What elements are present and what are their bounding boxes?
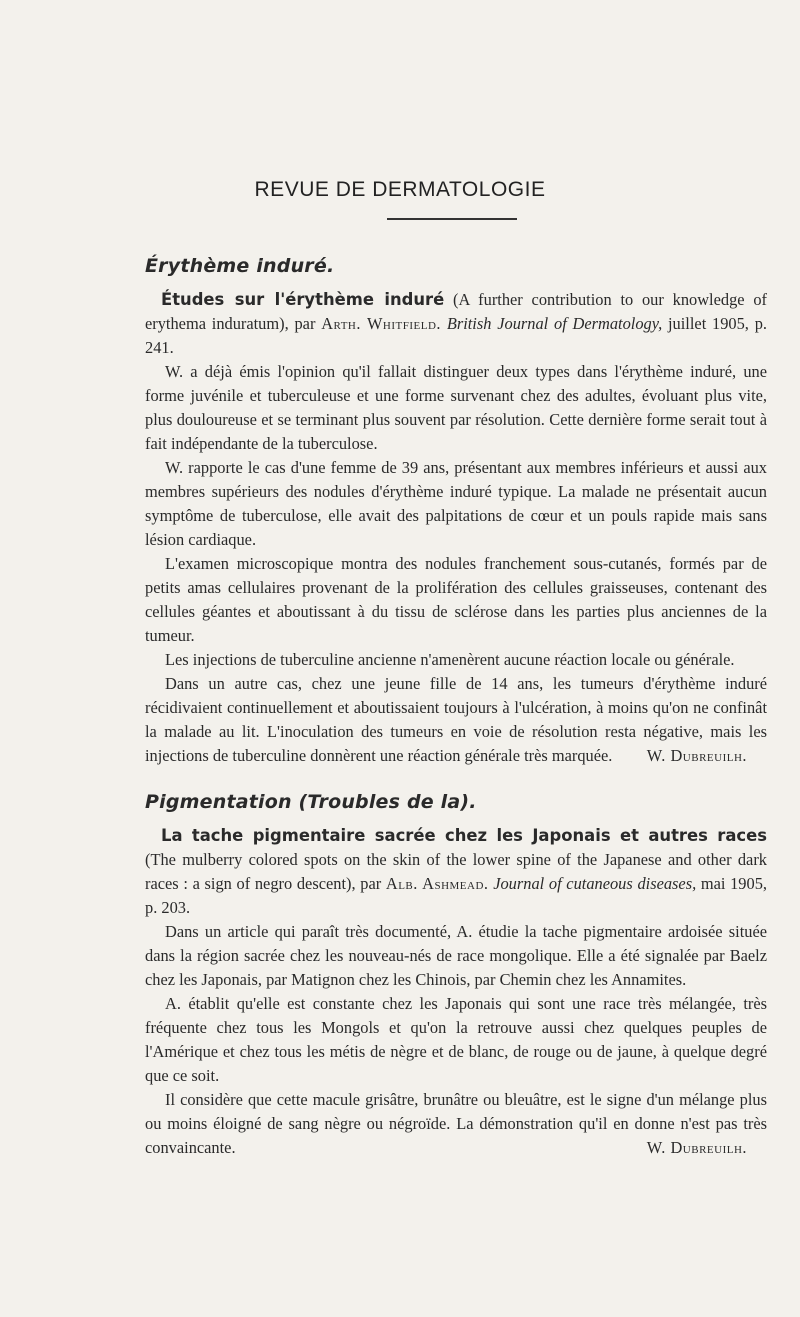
section-title: Érythème induré. bbox=[145, 255, 335, 277]
paragraph: W. rapporte le cas d'une femme de 39 ans, présentant aux membres inférieurs et aussi aux membres supérieurs des nodules d'érythème induré typique. La malade ne présentait aucun symptôme de tuberculose, elle avait des palpitations de cœur et un pouls rapide mais sans lésion cardiaque. bbox=[145, 458, 767, 549]
paragraph: L'examen microscopique montra des nodules franchement sous-cutanés, formés par de petits amas cellulaires provenant de la prolifération des cellules graisseuses, contenant des cellules géantes et aboutissant à du tissu de sclérose dans les parties plus anciennes de la tumeur. bbox=[145, 554, 767, 645]
article-title: Études sur l'érythème induré bbox=[161, 290, 445, 309]
journal-name: Journal of cutaneous diseases, bbox=[493, 874, 697, 893]
reference-date: juillet 1905, p. 241. bbox=[145, 314, 767, 357]
section-pigmentation bbox=[145, 790, 767, 1160]
reference-text: (The mulberry colored spots on the skin of the lower spine of the Japanese and other dark races : a sign of negro descent), par bbox=[145, 850, 767, 893]
article-reference bbox=[145, 824, 767, 920]
running-head: REVUE DE DERMATOLOGIE bbox=[254, 178, 546, 201]
signature: W. Dubreuilh. bbox=[646, 746, 747, 765]
paragraph bbox=[145, 1088, 767, 1160]
section-title: Pigmentation (Troubles de la). bbox=[145, 791, 477, 813]
signature: W. Dubreuilh. bbox=[646, 1138, 747, 1157]
reference-date: mai 1905, p. 203. bbox=[145, 874, 767, 917]
section-erytheme bbox=[145, 254, 767, 768]
paragraph-text: Il considère que cette macule grisâtre, brunâtre ou bleuâtre, est le signe d'un mélange plus ou moins éloigné de sang nègre ou négroïde. La démonstration qu'il en donne n'est pas très convaincante. bbox=[145, 1090, 767, 1157]
author-name: Arth. Whitfield. bbox=[321, 314, 442, 333]
paragraph: Dans un article qui paraît très documenté, A. étudie la tache pigmentaire ardoisée située dans la région sacrée chez les nouveau-nés de race mongolique. Elle a été signalée par Baelz chez les Japonais, par Matignon chez les Chinois, par Chemin chez les Annamites. bbox=[145, 922, 767, 989]
paragraph: W. a déjà émis l'opinion qu'il fallait distinguer deux types dans l'érythème induré, une forme juvénile et tuberculeuse et une forme survenant chez des adultes, évoluant plus vite, plus douloureuse et se terminant plus souvent par résolution. Cette dernière forme serait tout à fait indépendante de la tuberculose. bbox=[145, 362, 767, 453]
article-body bbox=[145, 246, 767, 1160]
paragraph: Les injections de tuberculine ancienne n'amenèrent aucune réaction locale ou générale. bbox=[165, 650, 735, 669]
journal-name: British Journal of Dermatology, bbox=[446, 314, 663, 333]
reference-text: (A further contribution to our knowledge of erythema induratum), par bbox=[145, 290, 767, 333]
article-reference bbox=[145, 288, 767, 360]
header-rule bbox=[387, 218, 517, 220]
paragraph-text: Dans un autre cas, chez une jeune fille de 14 ans, les tumeurs d'érythème induré récidivaient continuellement et aboutissaient toujours à l'ulcération, à moins qu'on ne confinât la malade au lit. L'inoculation des tumeurs en voie de résolution resta négative, mais les injections de tuberculine donnèrent une réaction générale très marquée. bbox=[145, 674, 767, 765]
paragraph: A. établit qu'elle est constante chez les Japonais qui sont une race très mélangée, très fréquente chez tous les Mongols et qu'on la retrouve aussi chez quelques peuples de l'Amérique et chez tous les métis de nègre et de blanc, de rouge ou de jaune, à quelque degré que ce soit. bbox=[145, 994, 767, 1085]
article-title: La tache pigmentaire sacrée chez les Japonais et autres races bbox=[161, 826, 767, 845]
paragraph bbox=[145, 672, 767, 768]
author-name: Alb. Ashmead. bbox=[385, 874, 489, 893]
